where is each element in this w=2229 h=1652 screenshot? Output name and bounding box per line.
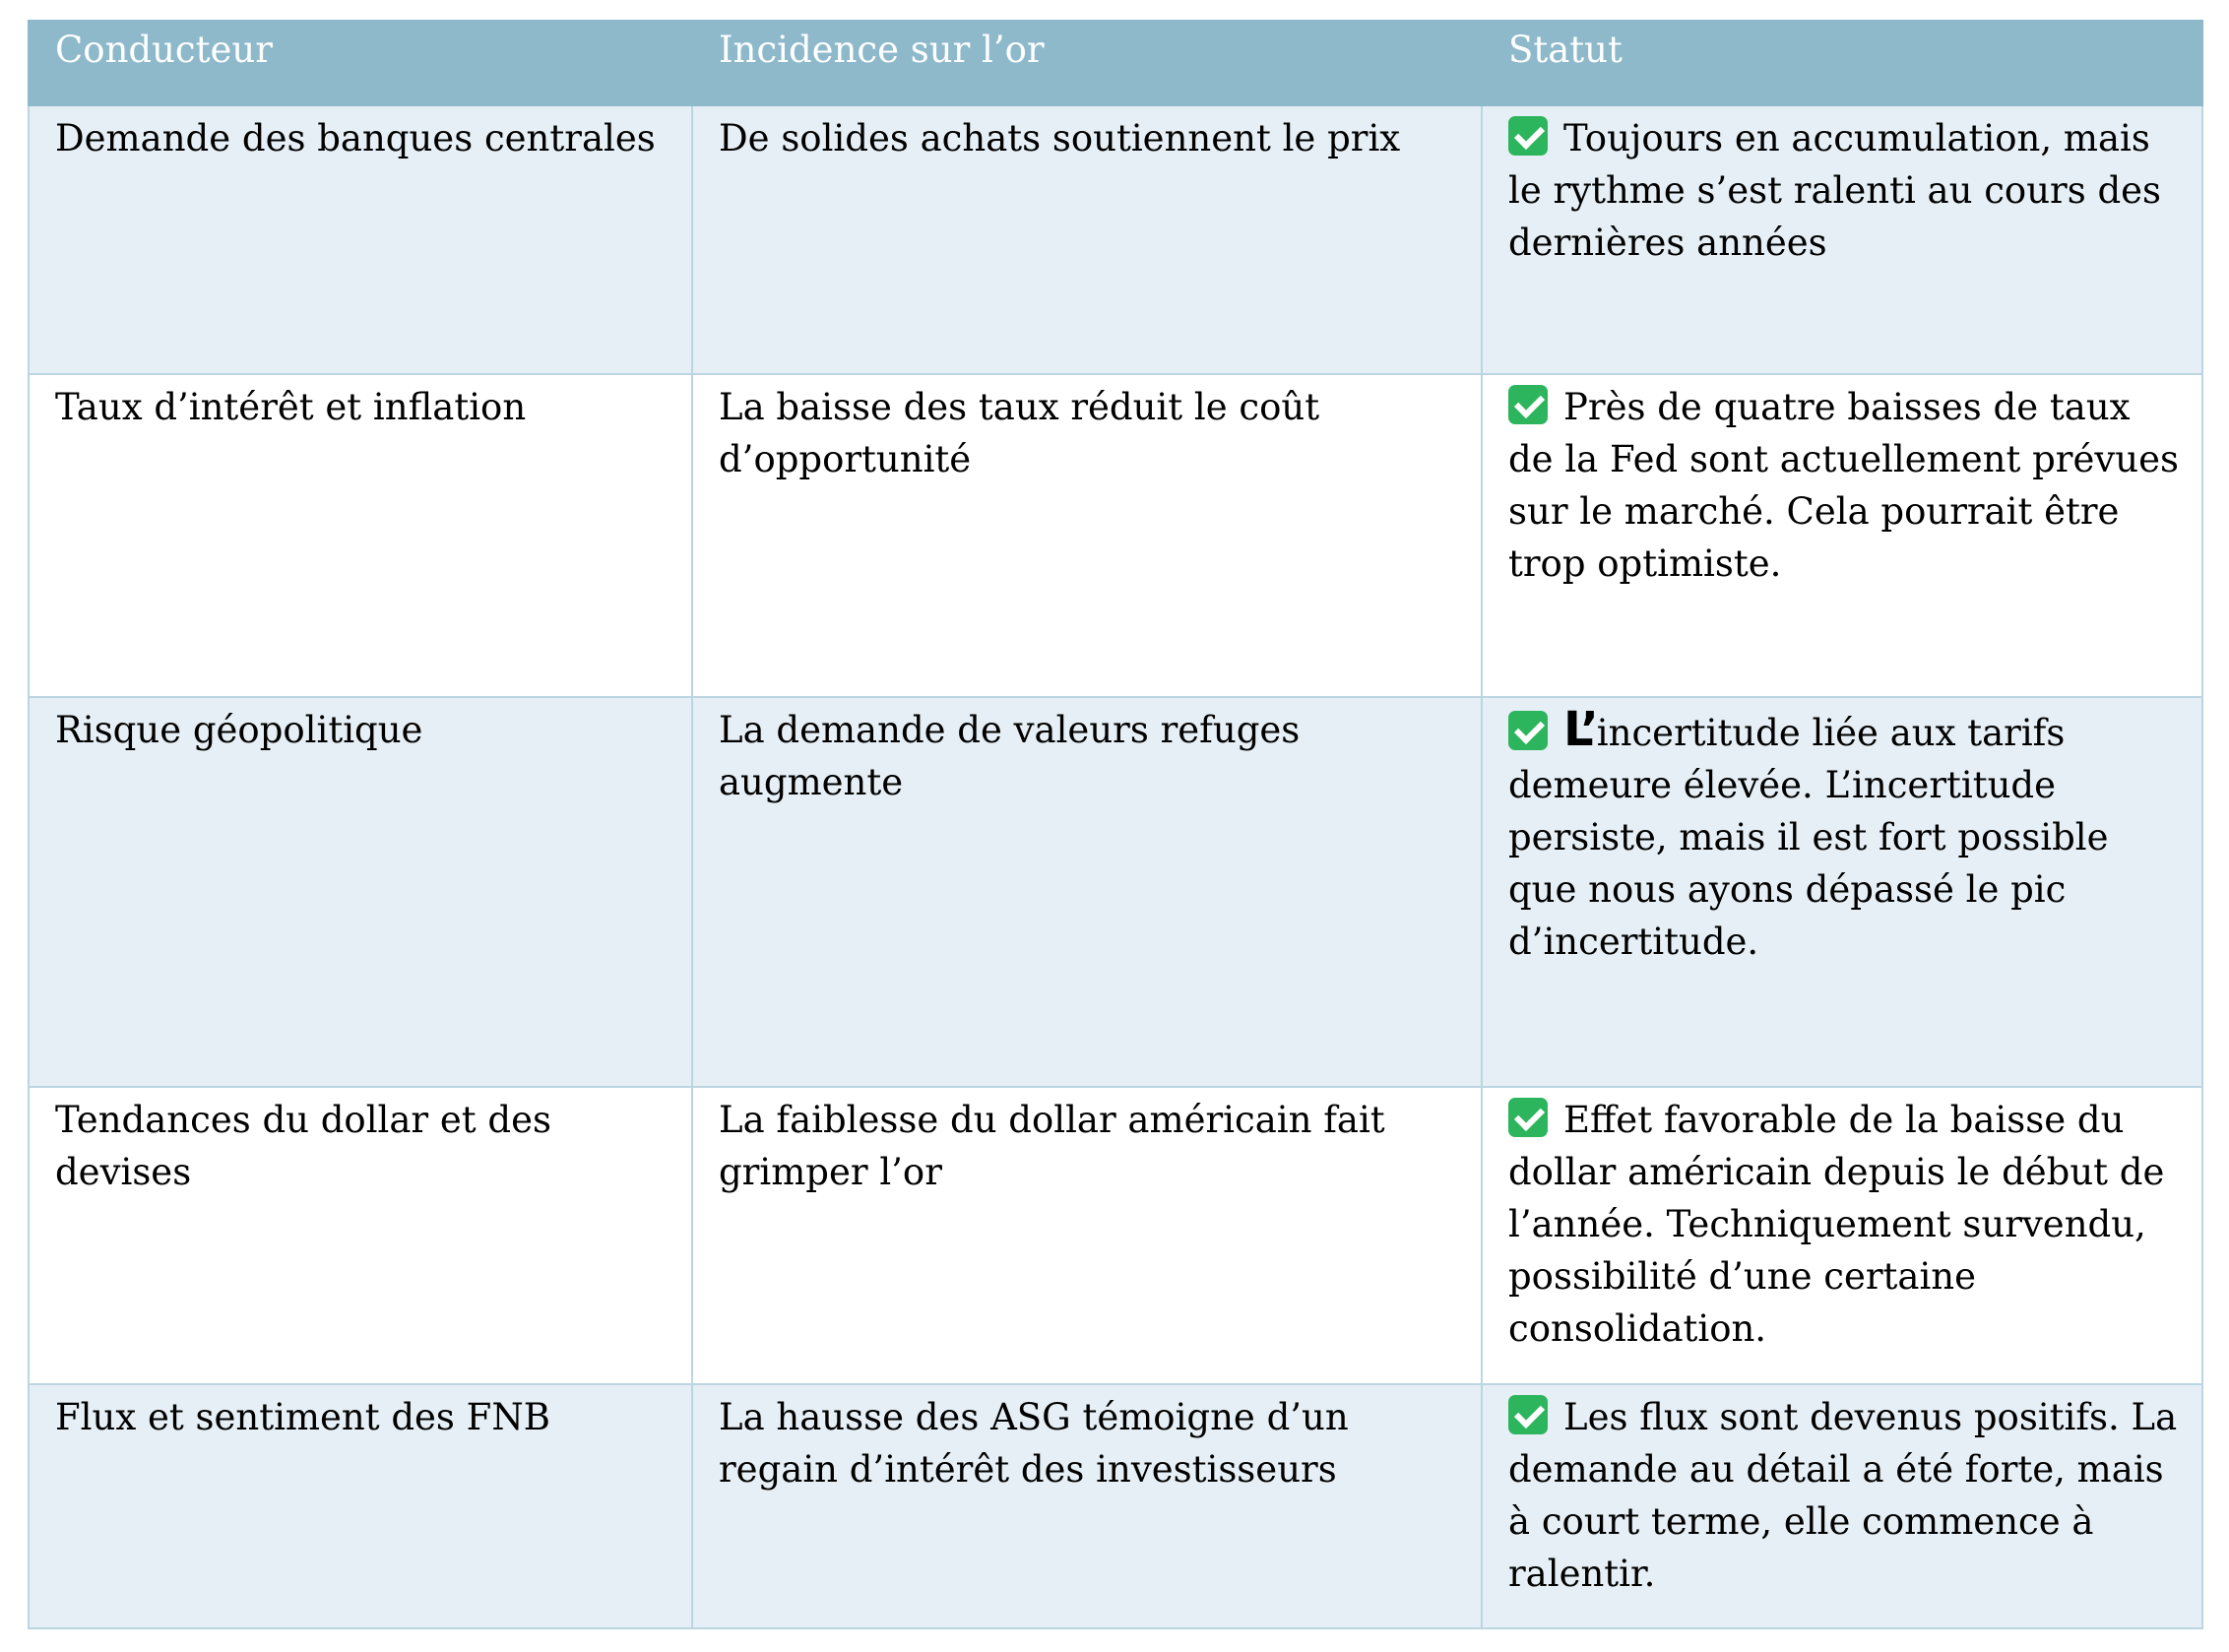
status-lead-text: L’ bbox=[1563, 702, 1597, 757]
table-row bbox=[29, 1087, 2202, 1384]
status-text: Près de quatre baisses de taux de la Fed sont actuellement prévues sur le marché. Cela pourrait être trop optimiste. bbox=[1508, 386, 2179, 585]
driver-cell: Flux et sentiment des FNB bbox=[29, 1384, 692, 1628]
impact-cell: La faiblesse du dollar américain fait grimper l’or bbox=[692, 1087, 1482, 1384]
status-text: Toujours en accumulation, mais le rythme s’est ralenti au cours des dernières années bbox=[1508, 117, 2162, 264]
table-body bbox=[29, 105, 2202, 1628]
status-cell bbox=[1482, 105, 2202, 374]
check-box-icon bbox=[1508, 1395, 1548, 1434]
status-cell bbox=[1482, 1087, 2202, 1384]
status-cell bbox=[1482, 1384, 2202, 1628]
status-cell bbox=[1482, 697, 2202, 1087]
column-header-impact: Incidence sur l’or bbox=[692, 21, 1482, 105]
table-row bbox=[29, 1384, 2202, 1628]
impact-cell: De solides achats soutiennent le prix bbox=[692, 105, 1482, 374]
impact-cell: La hausse des ASG témoigne d’un regain d’intérêt des investisseurs bbox=[692, 1384, 1482, 1628]
table-header bbox=[29, 21, 2202, 105]
impact-cell: La demande de valeurs refuges augmente bbox=[692, 697, 1482, 1087]
table-row bbox=[29, 105, 2202, 374]
driver-cell: Taux d’intérêt et inflation bbox=[29, 374, 692, 697]
drivers-table bbox=[28, 20, 2203, 1629]
driver-cell: Risque géopolitique bbox=[29, 697, 692, 1087]
check-box-icon bbox=[1508, 385, 1548, 424]
check-box-icon bbox=[1508, 116, 1548, 156]
status-text: Les flux sont devenus positifs. La demande au détail a été forte, mais à court terme, elle commence à ralentir. bbox=[1508, 1396, 2178, 1595]
header-row bbox=[29, 21, 2202, 105]
impact-cell: La baisse des taux réduit le coût d’opportunité bbox=[692, 374, 1482, 697]
check-box-icon bbox=[1508, 711, 1548, 750]
column-header-driver: Conducteur bbox=[29, 21, 692, 105]
table-row bbox=[29, 374, 2202, 697]
column-header-status: Statut bbox=[1482, 21, 2202, 105]
status-cell bbox=[1482, 374, 2202, 697]
check-box-icon bbox=[1508, 1098, 1548, 1137]
table-row bbox=[29, 697, 2202, 1087]
driver-cell: Tendances du dollar et des devises bbox=[29, 1087, 692, 1384]
status-text: incertitude liée aux tarifs demeure élevée. L’incertitude persiste, mais il est fort possible que nous ayons dépassé le pic d’incertitude. bbox=[1508, 712, 2109, 963]
status-text: Effet favorable de la baisse du dollar américain depuis le début de l’année. Techniquement survendu, possibilité d’une certaine consolidation. bbox=[1508, 1099, 2165, 1350]
driver-cell: Demande des banques centrales bbox=[29, 105, 692, 374]
